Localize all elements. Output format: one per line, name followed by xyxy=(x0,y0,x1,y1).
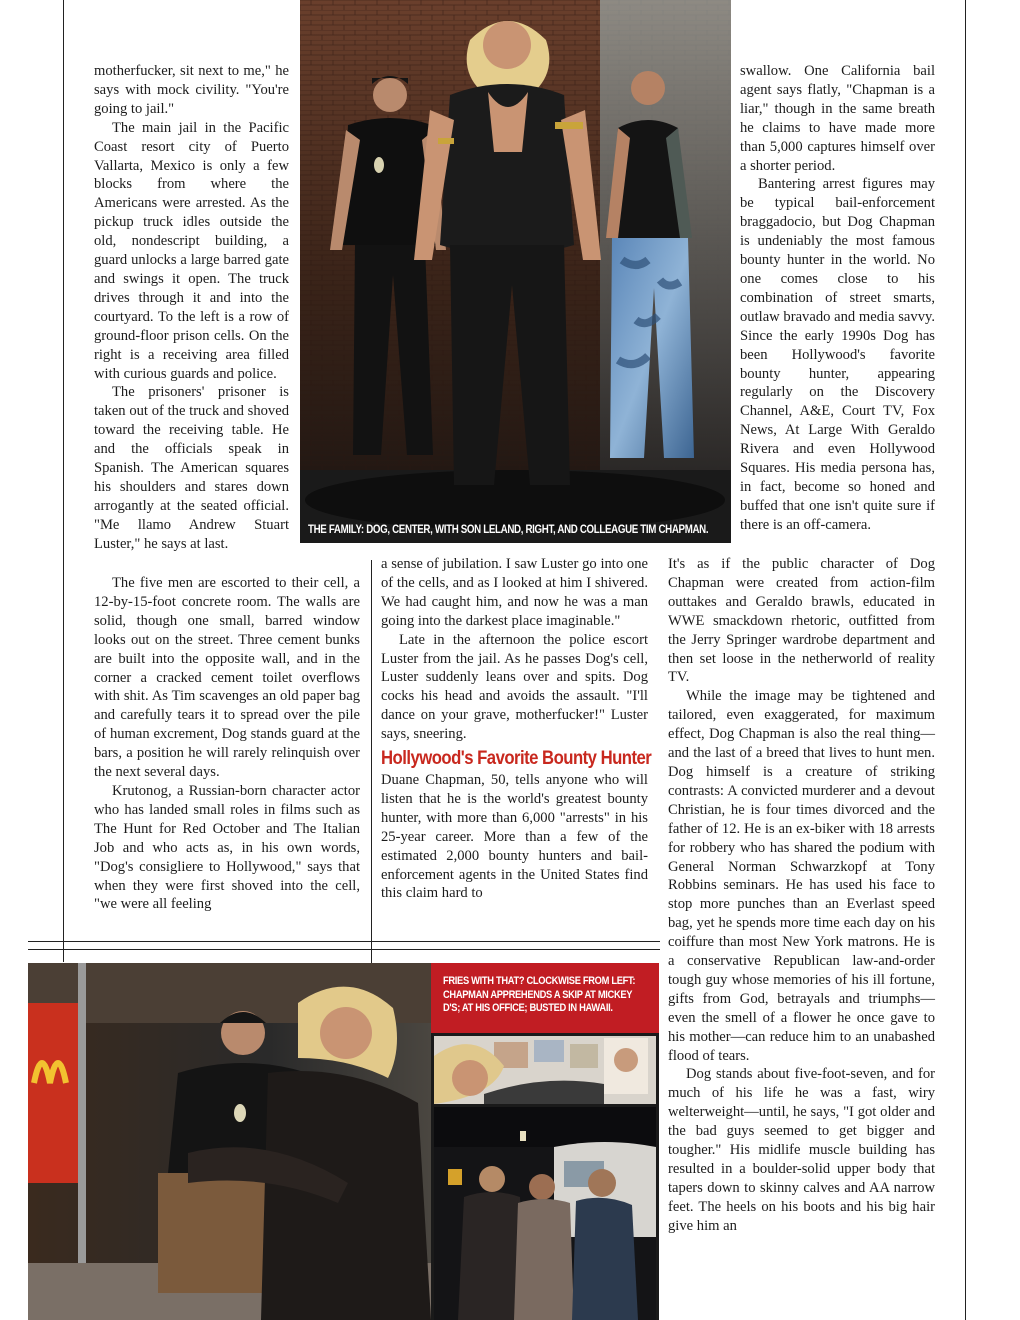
inset-photo-panel xyxy=(431,963,659,1320)
article-column-1 xyxy=(94,62,289,554)
article-column-3-top xyxy=(740,62,935,535)
paragraph: Dog stands about five-foot-seven, and for much of his life he was a fast, wiry welterweight—until, he says, "I got older and the bad guys seemed to get bigger and tougher." His midlife muscle building has resulted in a boulder-solid upper body that tapers down to skinny calves and AA narrow feet. The heels on his boots and his big hair give him an xyxy=(668,1066,935,1234)
paragraph: Duane Chapman, 50, tells anyone who will listen that he is the world's greatest bounty hunter, with more than 6,000 "arrests" in his 25-year career. More than a few of the estimated 2,000 bounty hunters and bail-enforcement agents in the United States find this claim hard to xyxy=(381,771,648,902)
inset-photo-caption: FRIES WITH THAT? CLOCKWISE FROM LEFT: CHAPMAN APPREHENDS A SKIP AT MICKEY D'S; AT HIS OFFICE; BUSTED IN HAWAII. xyxy=(443,975,636,1015)
mcdonalds-arrest-photo xyxy=(28,963,431,1320)
office-photo xyxy=(434,1036,656,1104)
column-gutter-rule xyxy=(371,560,372,965)
paragraph: Krutonog, a Russian-born character actor who has landed small roles in films such as The Hunt for Red October and The Italian Job and who acts as, in his own words, "Dog's consigliere to Hollywood," says that when they were first shoved into the cell, "we were all feeling xyxy=(94,782,360,913)
hero-photo xyxy=(300,0,731,543)
paragraph: While the image may be tightened and tailored, even exaggerated, for maximum effect, Dog Chapman is also the real thing—and the last of a breed that lives to hunt men. Dog himself is a creature of striking contrasts: A convicted murderer and a devout Christian, he is four times divorced and the father of 12. He is an ex-biker with 18 arrests for robbery who has shared the podium with General Norman Schwarzkopf at Tony Robbins seminars. He has used his face to stop more punches than an Everlast speed bag, yet he spends more time each day on his coiffure than most New York matrons. He is a conservative Republican law-and-order tough guy whose memories of his ill fortune, gifts from God, betrayals and triumphs—even the smell of a flower he once gave to his mother—can reduce him to an unabashed flood of tears. xyxy=(668,688,935,1064)
horizontal-rule-bottom xyxy=(28,949,660,950)
paragraph: The prisoners' prisoner is taken out of the truck and shoved toward the receiving table. He and the officials speak in Spanish. The American squares his shoulders and stares down arrogantly at the seated official. "Me llamo Andrew Stuart Luster," he says at last. xyxy=(94,384,289,552)
article-column-2 xyxy=(381,555,652,903)
left-vertical-rule xyxy=(63,0,64,962)
paragraph: Late in the afternoon the police escort Luster from the jail. As he passes Dog's cell, Luster suddenly leans over and spits. Dog cocks his head and avoids the assault. "I'll dance on your grave, motherfucker!" Luster says, sneering. xyxy=(381,631,648,743)
paragraph: a sense of jubilation. I saw Luster go into one of the cells, and as I looked at him I shivered. We had caught him, and now he was a man going into the darkest place imaginable." xyxy=(381,556,648,629)
hero-photo-caption: THE FAMILY: DOG, CENTER, WITH SON LELAND, RIGHT, AND COLLEAGUE TIM CHAPMAN. xyxy=(308,523,709,536)
hawaii-bust-photo xyxy=(434,1107,656,1320)
paragraph: swallow. One California bail agent says flatly, "Chapman is a liar," though in the same breath he claims to have made more than 5,000 captures himself over a shorter period. xyxy=(740,63,935,174)
paragraph: It's as if the public character of Dog Chapman were created from action-film outtakes and Geraldo brawls, educated in WWE smackdown rhetoric, outfitted from the Jerry Springer wardrobe department and then set loose in the netherworld of reality TV. xyxy=(668,556,935,686)
section-subhead: Hollywood's Favorite Bounty Hunter xyxy=(381,748,652,770)
right-vertical-rule xyxy=(965,0,966,1320)
paragraph: motherfucker, sit next to me," he says with mock civility. "You're going to jail." xyxy=(94,63,289,117)
article-column-3 xyxy=(668,555,935,1236)
article-column-1-lower xyxy=(94,574,360,914)
paragraph: The five men are escorted to their cell, a 12-by-15-foot concrete room. The walls are solid, though one small, barred window looks out on the street. Three cement bunks are built into the opposite wall, and in the corner a cracked cement toilet overflows with shit. As Tim scavenges an old paper bag and carefully tears it to spread over the pile of human excrement, Dog stands guard at the bars, a position he will rarely relinquish over the next several days. xyxy=(94,575,360,781)
horizontal-rule-top xyxy=(28,941,660,942)
paragraph: Bantering arrest figures may be typical bail-enforcement braggadocio, but Dog Chapman is undeniably the most famous bounty hunter in the world. No one comes close to his combination of street smarts, outlaw bravado and media savvy. Since the early 1990s Dog has been Hollywood's favorite bounty hunter, appearing regularly on the Discovery Channel, A&E, Court TV, Fox News, At Large With Geraldo Rivera and even Hollywood Squares. His media persona has, in fact, become so honed and buffed that one isn't quite sure if there is an off-camera. xyxy=(740,176,935,533)
paragraph: The main jail in the Pacific Coast resort city of Puerto Vallarta, Mexico is only a few blocks from where the Americans were arrested. As the pickup truck idles outside the old, nondescript building, a guard unlocks a large barred gate and swings it open. The truck drives through it and into the courtyard. To the left is a row of ground-floor prison cells. On the right is a receiving area filled with curious guards and police. xyxy=(94,119,289,382)
